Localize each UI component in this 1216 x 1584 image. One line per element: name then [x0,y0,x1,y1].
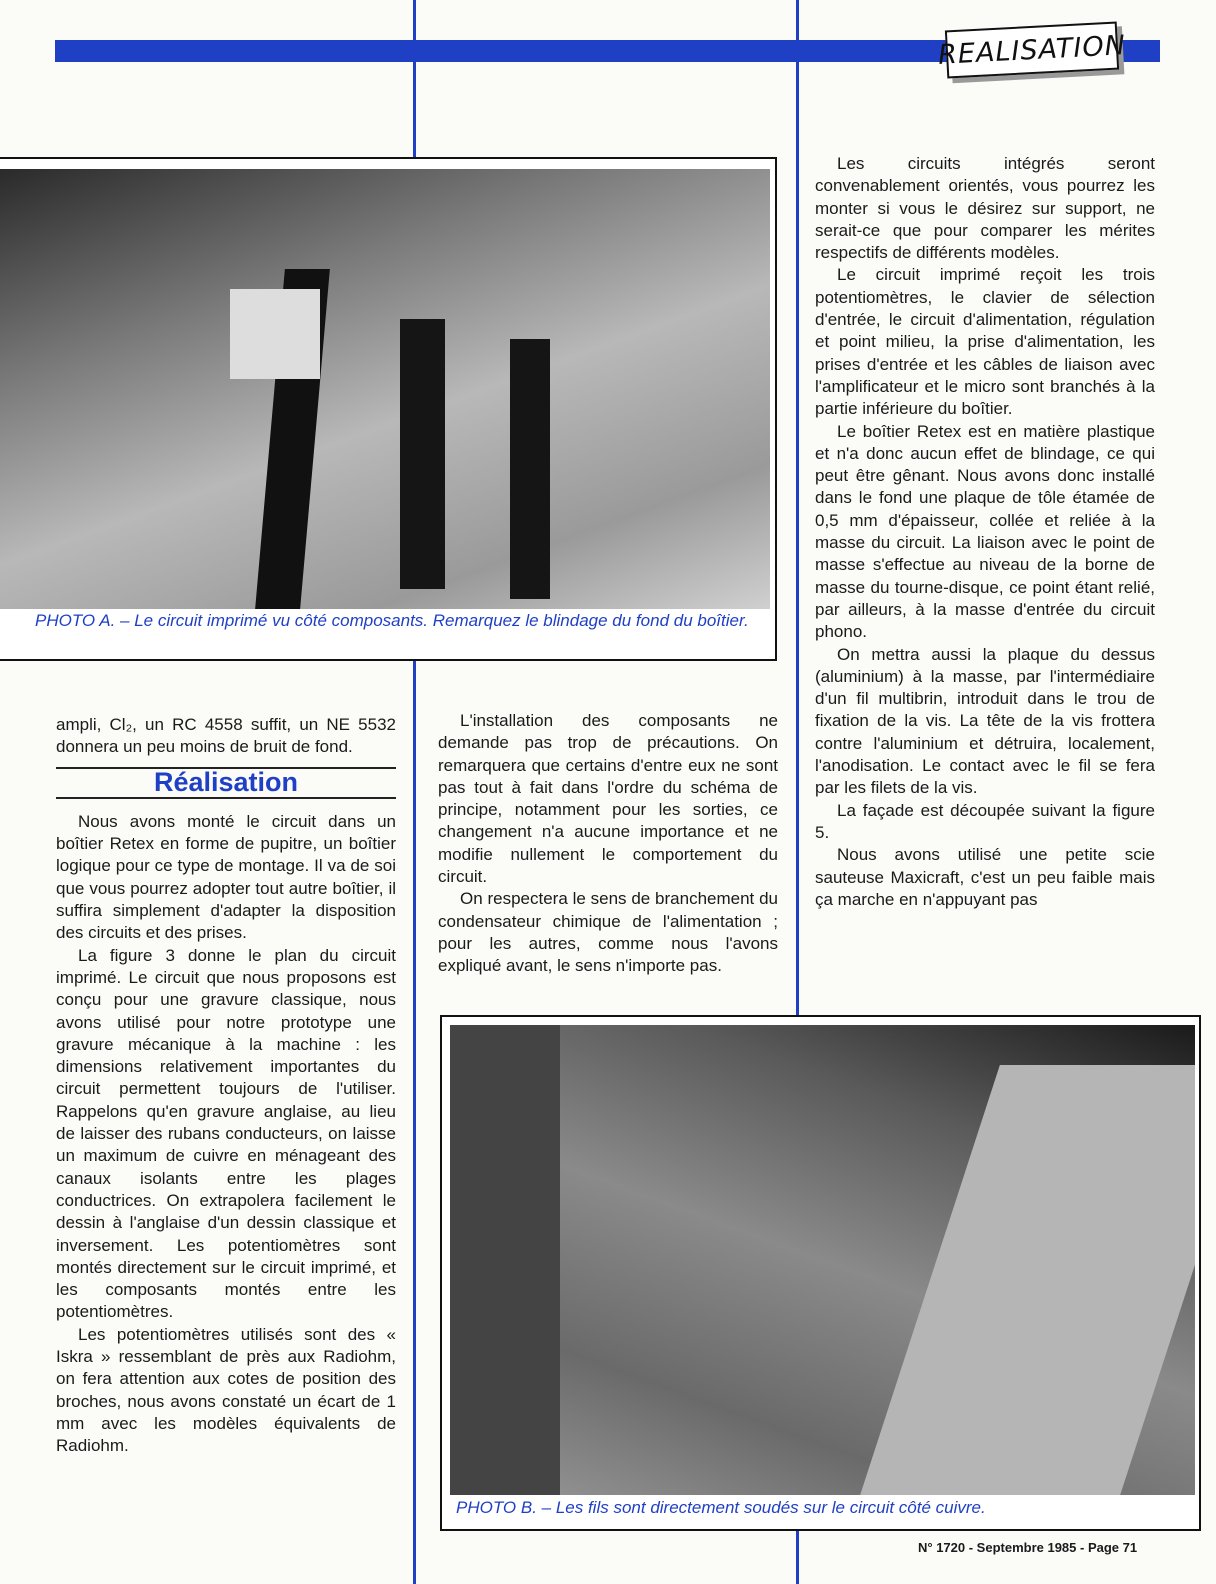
intro-text: ampli, Cl₂, un RC 4558 suffit, un NE 5532 donnera un peu moins de bruit de fond. [56,715,396,757]
photo-b-image [450,1025,1195,1495]
paragraph: Nous avons monté le circuit dans un boîtier Retex en forme de pupitre, un boîtier logique pour ce type de montage. Il va de soi que vous pourrez adopter tout autre boîtier, il suffira simplement d'adapter la disposition des circuits et des prises. [56,811,396,943]
photo-b [440,1015,1201,1531]
middle-column [438,710,778,978]
paragraph: Les potentiomètres utilisés sont des « Iskra » ressemblant de près aux Radiohm, on fera attention aux cotes de position des broches, nous avons constaté un écart de 1 mm avec les modèles équivalents de Radiohm. [56,1324,396,1456]
page-footer: N° 1720 - Septembre 1985 - Page 71 [918,1540,1138,1555]
paragraph: Le boîtier Retex est en matière plastique et n'a donc aucun effet de blindage, ce qui peut être gênant. Nous avons donc installé dans le fond une plaque de tôle étamée de 0,5 mm d'épaisseur, collée et reliée à la masse du circuit. La liaison avec le point de masse s'effectue au niveau de la borne de masse du tourne-disque, ce point étant relié, par ailleurs, à la masse d'entrée du circuit phono. [815,421,1155,642]
section-heading: Réalisation [153,766,299,797]
paragraph: La façade est découpée suivant la figure 5. [815,800,1155,842]
section-badge: REALISATION [945,22,1119,79]
paragraph: Les circuits intégrés seront convenablement orientés, vous pourrez les monter si vous le désirez sur support, ne serait-ce que pour comparer les mérites respectifs de différents modèles. [815,154,1155,263]
paragraph: L'installation des composants ne demande pas trop de précautions. On remarquera que certains d'entre eux ne sont pas tout à fait dans l'ordre du schéma de principe, notamment pour les sorties, ce changement n'a aucune importance et ne modifie nullement le comportement du circuit. [438,711,778,887]
photo-a-caption: PHOTO A. – Le circuit imprimé vu côté composants. Remarquez le blindage du fond du boîtier. [35,611,749,630]
paragraph: Le circuit imprimé reçoit les trois potentiomètres, le clavier de sélection d'entrée, le circuit d'alimentation, régulation et point milieu, la prise d'alimentation, les prises d'entrée et les câbles de liaison avec l'amplificateur et le micro sont branchés à la partie inférieure du boîtier. [815,265,1155,419]
photo-a [0,157,777,661]
paragraph: Nous avons utilisé une petite scie sauteuse Maxicraft, c'est un peu faible mais ça marche en n'appuyant pas [815,845,1155,909]
photo-b-caption: PHOTO B. – Les fils sont directement soudés sur le circuit côté cuivre. [456,1498,986,1517]
paragraph: On respectera le sens de branchement du condensateur chimique de l'alimentation ; pour les autres, comme nous l'avons expliqué avant, le sens n'importe pas. [438,889,778,976]
right-column [815,153,1155,911]
left-column [56,714,396,1458]
paragraph: La figure 3 donne le plan du circuit imprimé. Le circuit que nous proposons est conçu pour une gravure classique, nous avons utilisé pour notre prototype une gravure mécanique à la machine : les dimensions relativement importantes du circuit permettent toujours de l'utiliser. Rappelons qu'en gravure anglaise, au lieu de laisser des rubans conducteurs, on laisse un maximum de cuivre en ménageant des canaux isolants entre les plages conductrices. On extrapolera facilement le dessin à l'anglaise d'un dessin classique et inversement. Les potentiomètres sont montés directement sur le circuit imprimé, et les composants montés entre les potentiomètres. [56,945,396,1322]
paragraph: On mettra aussi la plaque du dessus (aluminium) à la masse, par l'intermédiaire d'un fil multibrin, introduit dans le trou de fixation de la vis. La tête de la vis frottera contre l'aluminium et détruira, localement, l'anodisation. Le contact avec le fil se fera par les filets de la vis. [815,644,1155,798]
photo-a-image [0,169,770,609]
